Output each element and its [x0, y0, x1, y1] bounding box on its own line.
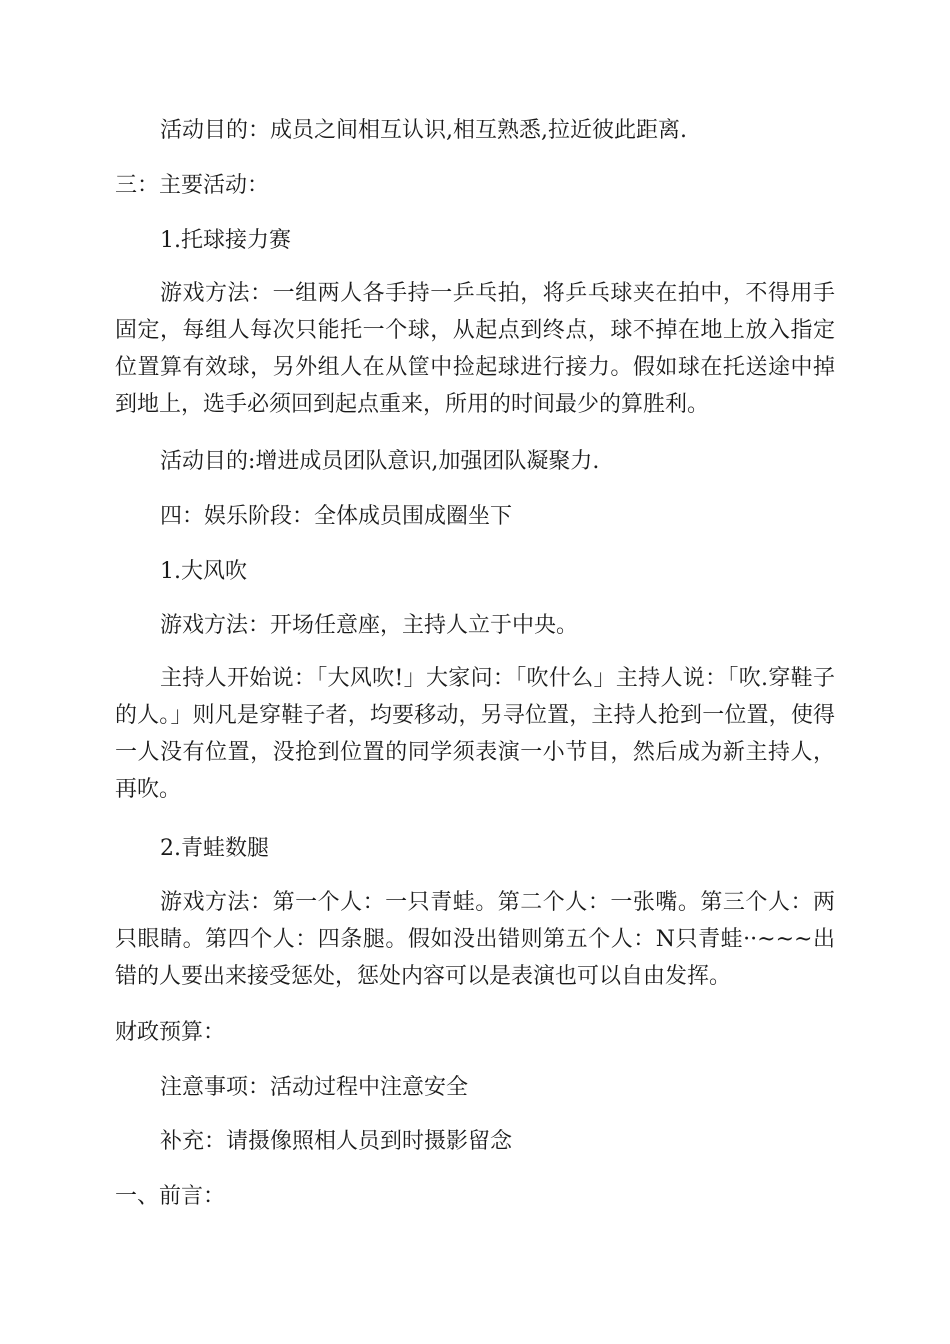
game-title-frog-legs: 2.青蛙数腿: [160, 836, 269, 861]
game-method-frog-legs: 游戏方法：第一个人：一只青蛙。第二个人：一张嘴。第三个人：两只眼睛。第四个人：四条腿。假如没出错则第五个人：N只青蛙··~~~出错的人要出来接受惩处，惩处内容可以是表演也可以自由发挥。: [115, 890, 835, 989]
game-method-ball-relay: 游戏方法：一组两人各手持一乒乓拍，将乒乓球夹在拍中，不得用手固定，每组人每次只能托一个球，从起点到终点，球不掉在地上放入指定位置算有效球，另外组人在从筐中捡起球进行接力。假如球在托送途中掉到地上，选手必须回到起点重来，所用的时间最少的算胜利。: [115, 281, 835, 417]
supplement-note: 补充：请摄像照相人员到时摄影留念: [160, 1129, 513, 1154]
activity-purpose-2: 活动目的:增进成员团队意识,加强团队凝聚力.: [160, 449, 600, 474]
game-method-big-wind: 游戏方法：开场任意座，主持人立于中央。: [160, 613, 579, 638]
section-main-activities: 三：主要活动：: [115, 173, 270, 198]
preface-heading: 一、前言：: [115, 1184, 226, 1209]
game-title-big-wind: 1.大风吹: [160, 559, 247, 584]
game-title-ball-relay: 1.托球接力赛: [160, 228, 291, 253]
budget-heading: 财政预算：: [115, 1020, 226, 1045]
safety-notes: 注意事项：活动过程中注意安全: [160, 1075, 469, 1100]
game-rules-big-wind: 主持人开始说：「大风吹!」大家问：「吹什么」主持人说：「吹.穿鞋子的人。」则凡是穿鞋子者，均要移动，另寻位置，主持人抢到一位置，使得一人没有位置，没抢到位置的同学须表演一小节目，然后成为新主持人，再吹。: [115, 666, 835, 802]
section-entertainment: 四：娱乐阶段：全体成员围成圈坐下: [160, 504, 513, 529]
activity-purpose-1: 活动目的：成员之间相互认识,相互熟悉,拉近彼此距离.: [160, 118, 687, 143]
